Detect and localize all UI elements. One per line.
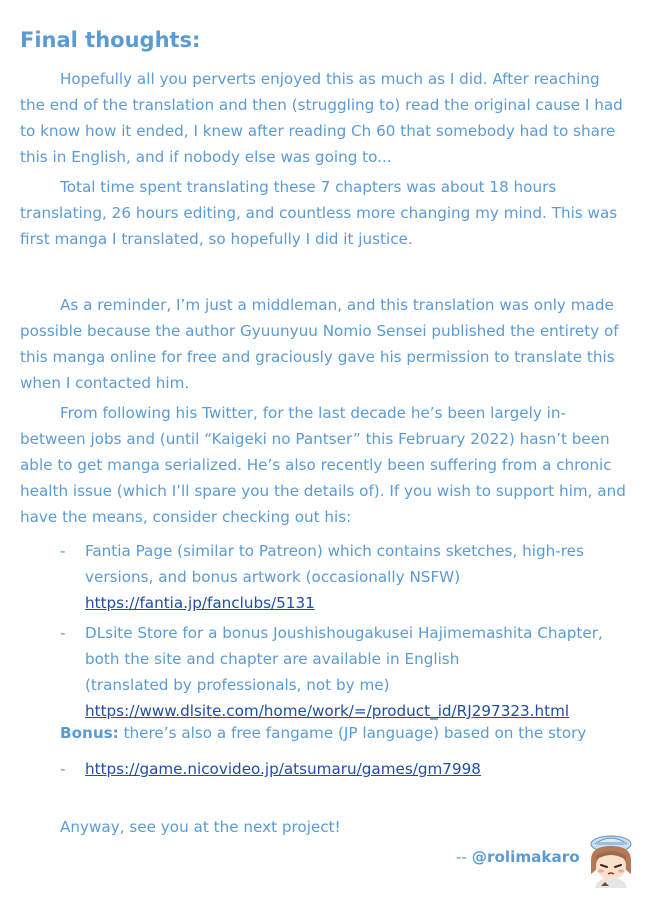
list-dash: -: [60, 760, 66, 778]
signature-handle: @rolimakaro: [471, 848, 580, 866]
bonus-text: there’s also a free fangame (JP language) based on the story: [118, 724, 587, 742]
paragraph-time-spent: Total time spent translating these 7 chapters was about 18 hours translating, 26 hours editing, and countless more changing my mind. This was first manga I translated, so hopefully I did it justice.: [20, 178, 618, 248]
paragraph-intro: Hopefully all you perverts enjoyed this as much as I did. After reaching the end of the translation and then (struggling to) read the original cause I had to know how it ended, I knew after reading Ch 60 that somebody had to share this in English, and if nobody else was going to...: [20, 70, 623, 166]
page-title: Final thoughts:: [20, 28, 201, 52]
list-dash: -: [60, 542, 66, 560]
bonus-links-list: [60, 756, 620, 782]
bonus-label: Bonus:: [60, 724, 119, 742]
list-item-fantia-text: Fantia Page (similar to Patreon) which contains sketches, high-res versions, and bonus artwork (occasionally NSFW): [85, 542, 584, 586]
closing-line: Anyway, see you at the next project!: [60, 818, 341, 836]
fantia-link[interactable]: https://fantia.jp/fanclubs/5131: [85, 594, 315, 612]
list-item-dlsite: [60, 620, 620, 724]
paragraph-support: From following his Twitter, for the last decade he’s been largely in-between jobs and (until “Kaigeki no Pantser” this February 2022) hasn’t been able to get manga serialized. He’s also recently been suffering from a chronic health issue (which I’ll spare you the details of). If you wish to support him, and have the means, consider checking out his:: [20, 404, 626, 526]
list-item-fantia: [60, 538, 620, 616]
fangame-link[interactable]: https://game.nicovideo.jp/atsumaru/games/gm7998: [85, 760, 481, 778]
list-item-dlsite-text: DLsite Store for a bonus Joushishougakusei Hajimemashita Chapter, both the site and chapter are available in English: [85, 624, 603, 668]
list-item-dlsite-note: (translated by professionals, not by me): [85, 676, 390, 694]
list-dash: -: [60, 624, 66, 642]
support-links-list: [60, 538, 620, 724]
avatar: [585, 830, 637, 888]
list-item-fangame: [60, 756, 620, 782]
signature: [456, 844, 580, 870]
signature-prefix: --: [456, 848, 472, 866]
paragraph-reminder: As a reminder, I’m just a middleman, and this translation was only made possible because the author Gyuunyuu Nomio Sensei published the entirety of this manga online for free and graciously gave his permission to translate this when I contacted him.: [20, 296, 619, 392]
dlsite-link[interactable]: https://www.dlsite.com/home/work/=/product_id/RJ297323.html: [85, 702, 570, 720]
bonus-line: [60, 720, 630, 746]
